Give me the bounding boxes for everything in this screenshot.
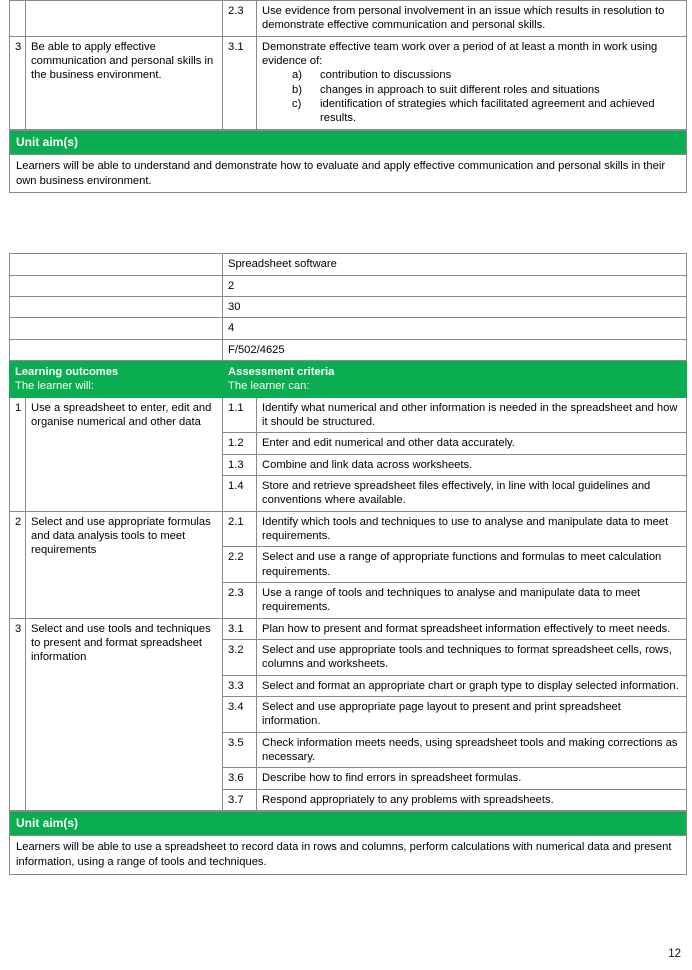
table-row [10, 618, 687, 639]
table-row [10, 397, 687, 433]
table-row [10, 254, 687, 275]
assessment-criteria-header [223, 361, 687, 397]
list-text: contribution to discussions [320, 69, 452, 82]
criterion-text-cell: Check information meets needs, using spreadsheet tools and making corrections as necessary. [257, 732, 687, 768]
criterion-number-cell: 3.2 [223, 639, 257, 675]
outcome-text-cell: Select and use tools and techniques to present and format spreadsheet information [26, 618, 223, 810]
criterion-number-cell: 3.6 [223, 768, 257, 789]
page-number: 12 [668, 948, 681, 960]
table-row [10, 811, 687, 836]
criterion-number-cell: 3.1 [223, 36, 257, 129]
list-text: changes in approach to suit different roles and situations [320, 83, 600, 96]
outcome-text-cell [26, 1, 223, 37]
outcome-number-cell [10, 1, 26, 37]
criterion-number-cell: 3.4 [223, 696, 257, 732]
continued-outcomes-table [9, 0, 687, 130]
unit-aim-heading: Unit aim(s) [10, 130, 687, 155]
field-label-title: Title [10, 254, 223, 275]
assessment-criteria-title: Assessment criteria [228, 365, 335, 378]
criterion-text-cell: Use evidence from personal involvement in an issue which results in resolution to demonstrate effective communication and personal skills. [257, 1, 687, 37]
unit-aim-heading: Unit aim(s) [10, 811, 687, 836]
list-text: identification of strategies which facilitated agreement and achieved results. [320, 97, 655, 125]
criterion-text-cell: Select and format an appropriate chart or graph type to display selected information. [257, 675, 687, 696]
field-value-level: 2 [223, 275, 687, 296]
criterion-text-cell: Plan how to present and format spreadsheet information effectively to meet needs. [257, 618, 687, 639]
list-marker: b) [292, 83, 302, 96]
criterion-number-cell: 2.1 [223, 511, 257, 547]
criterion-text-cell: Select and use appropriate page layout to present and print spreadsheet information. [257, 696, 687, 732]
criterion-text-cell: Respond appropriately to any problems with spreadsheets. [257, 789, 687, 810]
criterion-number-cell: 3.3 [223, 675, 257, 696]
criterion-number-cell: 1.3 [223, 454, 257, 475]
field-value-glh: 30 [223, 297, 687, 318]
table-row [10, 511, 687, 547]
field-label-credit-value: Credit value [10, 318, 223, 339]
unit-aim-body: Learners will be able to use a spreadsheet to record data in rows and columns, perform calculations with numerical data and present information, using a range of tools and techniques. [10, 836, 687, 874]
table-row [10, 297, 687, 318]
unit-info-table [9, 253, 687, 361]
table-row [10, 1, 687, 37]
criterion-text-cell: Use a range of tools and techniques to analyse and manipulate data to meet requirements. [257, 582, 687, 618]
criterion-text-cell: Enter and edit numerical and other data accurately. [257, 433, 687, 454]
learning-outcomes-subtitle: The learner will: [15, 380, 94, 393]
criterion-number-cell: 3.5 [223, 732, 257, 768]
criterion-number-cell: 1.2 [223, 433, 257, 454]
criterion-number-cell: 3.7 [223, 789, 257, 810]
criterion-number-cell: 3.1 [223, 618, 257, 639]
table-row [10, 275, 687, 296]
field-value-credit-value: 4 [223, 318, 687, 339]
table-row [10, 836, 687, 874]
section-gap [0, 193, 692, 253]
criterion-text-cell: Identify which tools and techniques to use to analyse and manipulate data to meet requirements. [257, 511, 687, 547]
criterion-number-cell: 1.1 [223, 397, 257, 433]
list-marker: c) [292, 97, 302, 110]
criterion-text-cell [257, 36, 687, 129]
criterion-text-cell: Store and retrieve spreadsheet files effectively, in line with local guidelines and conventions where available. [257, 475, 687, 511]
field-label-unit-reference-number: Unit reference number [10, 339, 223, 360]
unit-aim-table-bottom [9, 811, 687, 875]
criterion-sub-list [262, 68, 681, 125]
outcome-text-cell: Select and use appropriate formulas and data analysis tools to meet requirements [26, 511, 223, 618]
table-row [10, 318, 687, 339]
field-value-unit-reference-number: F/502/4625 [223, 339, 687, 360]
assessment-criteria-subtitle: The learner can: [228, 380, 310, 393]
criterion-lead-text: Demonstrate effective team work over a period of at least a month in work using evidence of: [262, 40, 658, 67]
criterion-number-cell: 1.4 [223, 475, 257, 511]
table-header-row [10, 361, 687, 397]
outcome-number-cell: 1 [10, 397, 26, 511]
learning-outcomes-table [9, 361, 687, 811]
outcome-number-cell: 3 [10, 618, 26, 810]
outcome-number-cell: 3 [10, 36, 26, 129]
unit-aim-body: Learners will be able to understand and demonstrate how to evaluate and apply effective communication and personal skills in their own business environment. [10, 155, 687, 193]
criterion-text-cell: Select and use a range of appropriate functions and formulas to meet calculation requirements. [257, 547, 687, 583]
criterion-text-cell: Combine and link data across worksheets. [257, 454, 687, 475]
unit-aim-table-top [9, 130, 687, 194]
field-label-glh: GLH [10, 297, 223, 318]
table-row [10, 36, 687, 129]
table-row [10, 130, 687, 155]
criterion-number-cell: 2.2 [223, 547, 257, 583]
learning-outcomes-header [10, 361, 223, 397]
table-row [10, 155, 687, 193]
list-marker: a) [292, 69, 302, 82]
outcome-text-cell: Be able to apply effective communication and personal skills in the business environment. [26, 36, 223, 129]
list-item [292, 97, 681, 126]
criterion-text-cell: Describe how to find errors in spreadsheet formulas. [257, 768, 687, 789]
table-row [10, 339, 687, 360]
criterion-text-cell: Select and use appropriate tools and techniques to format spreadsheet cells, rows, columns and worksheets. [257, 639, 687, 675]
field-value-title: Spreadsheet software [223, 254, 687, 275]
criterion-text-cell: Identify what numerical and other information is needed in the spreadsheet and how it should be structured. [257, 397, 687, 433]
outcome-text-cell: Use a spreadsheet to enter, edit and organise numerical and other data [26, 397, 223, 511]
list-item [292, 68, 681, 82]
outcome-number-cell: 2 [10, 511, 26, 618]
criterion-number-cell: 2.3 [223, 582, 257, 618]
field-label-level: Level [10, 275, 223, 296]
learning-outcomes-title: Learning outcomes [15, 365, 119, 378]
criterion-number-cell: 2.3 [223, 1, 257, 37]
list-item [292, 83, 681, 97]
